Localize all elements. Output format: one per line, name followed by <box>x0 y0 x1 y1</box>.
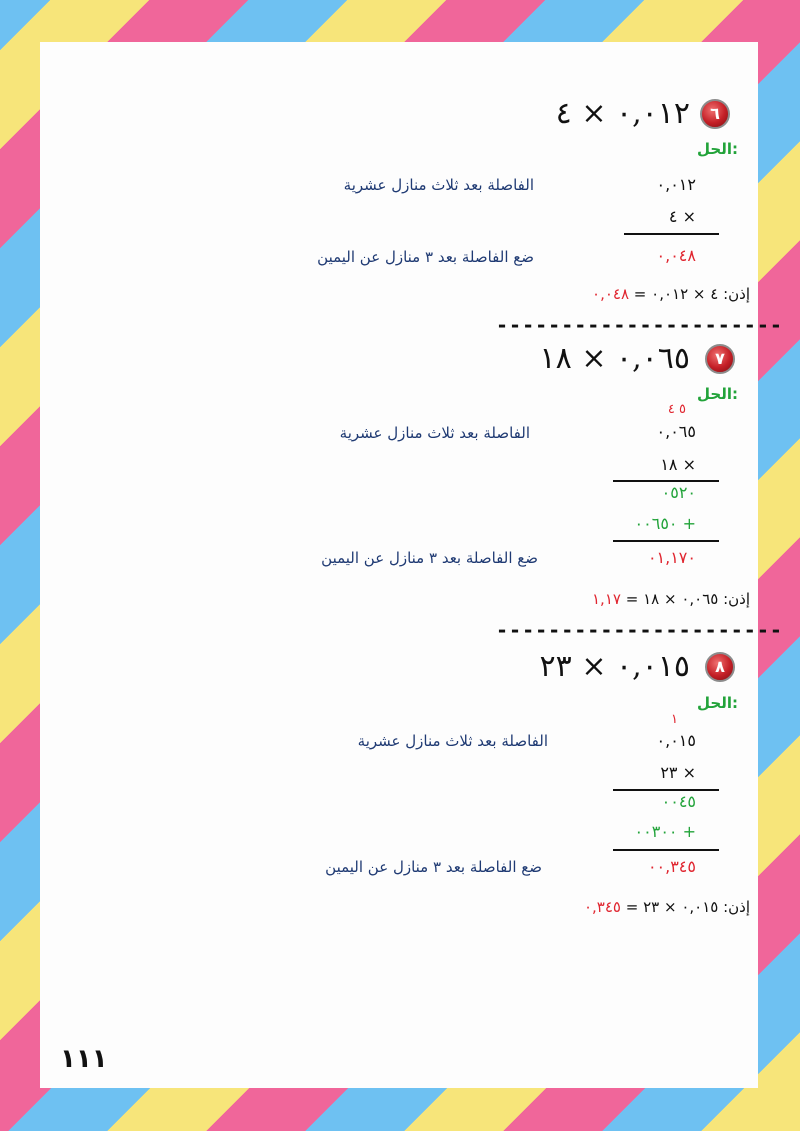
problem-8-carry-digit: ١ <box>671 712 678 727</box>
conclusion-prefix: إذن: ٠,٠٦٥ × ١٨ = <box>625 590 750 608</box>
problem-6-conclusion <box>592 285 750 303</box>
problem-6-note-place-comma: ضع الفاصلة بعد ٣ منازل عن اليمين <box>317 248 534 266</box>
conclusion-value: ٠,٣٤٥ <box>583 898 621 916</box>
problem-8-multiplicand: ٠,٠١٥ <box>656 731 696 750</box>
problem-7-partial-product-1: ٠٥٢٠ <box>661 483 696 502</box>
problem-7-partial-product-2: + ٠٠٦٥٠ <box>634 514 696 533</box>
solution-label: الحل: <box>697 694 738 712</box>
page-number: ١١١ <box>60 1044 108 1074</box>
problem-7-rule-2 <box>613 540 719 542</box>
problem-6-number-badge: ٦ <box>700 99 730 129</box>
problem-7-number-badge: ٧ <box>705 344 735 374</box>
problem-8-note-decimal-places: الفاصلة بعد ثلاث منازل عشرية <box>357 732 548 750</box>
problem-8-expression: ٠,٠١٥ × ٢٣ <box>539 649 690 684</box>
problem-8-conclusion <box>584 898 750 916</box>
problem-7-answer: ٠١,١٧٠ <box>647 548 696 567</box>
problem-7-note-place-comma: ضع الفاصلة بعد ٣ منازل عن اليمين <box>321 549 538 567</box>
solution-label: الحل: <box>697 140 738 158</box>
problem-6-multiplier: × ٤ <box>668 207 696 226</box>
problem-7-rule-1 <box>613 480 719 482</box>
problem-8-partial-product-1: ٠٠٤٥ <box>661 792 696 811</box>
solution-label: الحل: <box>697 385 738 403</box>
conclusion-value: ١,١٧ <box>592 590 621 608</box>
problem-6-expression: ٠,٠١٢ × ٤ <box>555 96 690 131</box>
problem-6-rule <box>624 233 719 235</box>
conclusion-value: ٠,٠٤٨ <box>592 285 630 303</box>
problem-8-multiplier: × ٢٣ <box>660 763 696 782</box>
problem-7-conclusion <box>592 590 750 608</box>
section-separator: ---------------------- <box>496 313 783 337</box>
conclusion-prefix: إذن: ٠,٠١٥ × ٢٣ = <box>625 898 750 916</box>
problem-6-answer: ٠,٠٤٨ <box>656 246 696 265</box>
problem-6-multiplicand: ٠,٠١٢ <box>656 175 696 194</box>
problem-7-carry-digits: ٥ ٤ <box>667 402 686 417</box>
problem-7-multiplicand: ٠,٠٦٥ <box>656 422 696 441</box>
problem-7-multiplier: × ١٨ <box>660 455 696 474</box>
problem-8-note-place-comma: ضع الفاصلة بعد ٣ منازل عن اليمين <box>325 858 542 876</box>
problem-7-note-decimal-places: الفاصلة بعد ثلاث منازل عشرية <box>339 424 530 442</box>
problem-8-answer: ٠٠,٣٤٥ <box>647 857 696 876</box>
problem-8-number-badge: ٨ <box>705 652 735 682</box>
conclusion-prefix: إذن: ٤ × ٠,٠١٢ = <box>633 285 750 303</box>
section-separator: ---------------------- <box>496 618 783 642</box>
problem-8-rule-1 <box>613 789 719 791</box>
problem-6-note-decimal-places: الفاصلة بعد ثلاث منازل عشرية <box>343 176 534 194</box>
problem-8-rule-2 <box>613 849 719 851</box>
problem-8-partial-product-2: + ٠٠٣٠٠ <box>634 822 696 841</box>
problem-7-expression: ٠,٠٦٥ × ١٨ <box>539 341 690 376</box>
